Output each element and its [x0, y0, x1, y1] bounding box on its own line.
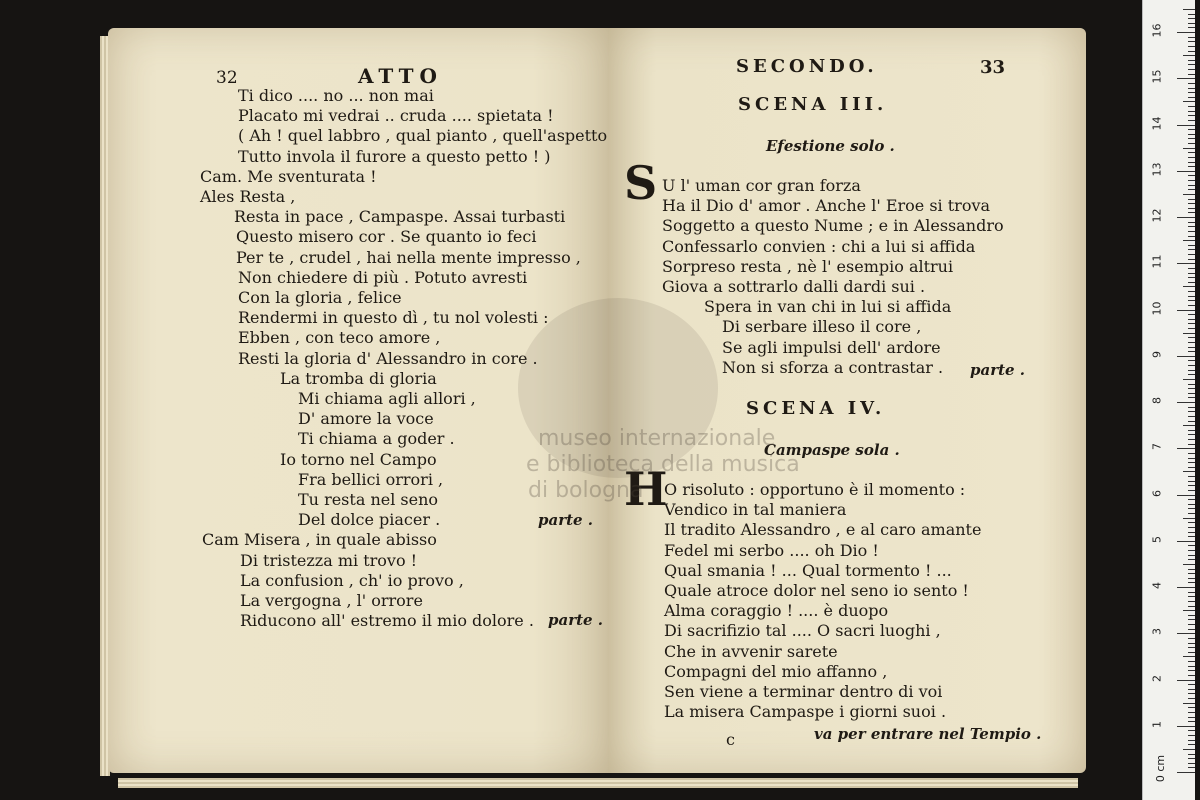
ruler-tick — [1183, 610, 1195, 611]
ruler-number: 11 — [1150, 254, 1164, 269]
ruler-tick — [1188, 763, 1195, 764]
text-line: La tromba di gloria — [280, 368, 437, 388]
ruler-number: 5 — [1150, 535, 1164, 543]
ruler-number: 15 — [1150, 69, 1164, 84]
ruler-tick — [1188, 421, 1195, 422]
ruler-tick — [1188, 319, 1195, 320]
ruler-tick — [1177, 171, 1195, 172]
ruler-tick — [1177, 402, 1195, 403]
page-bottom-edges — [118, 778, 1078, 788]
ruler-tick — [1188, 652, 1195, 653]
ruler-tick — [1183, 286, 1195, 287]
ruler-tick — [1188, 453, 1195, 454]
ruler-tick — [1183, 703, 1195, 704]
ruler-number: 16 — [1150, 23, 1164, 38]
text-line: Soggetto a questo Nume ; e in Alessandro — [662, 216, 1004, 236]
ruler-tick — [1188, 582, 1195, 583]
text-line: La confusion , ch' io provo , — [240, 570, 464, 590]
ruler-tick — [1188, 698, 1195, 699]
ruler-tick — [1188, 143, 1195, 144]
ruler-tick — [1188, 69, 1195, 70]
ruler-tick — [1188, 666, 1195, 667]
ruler-tick — [1188, 717, 1195, 718]
ruler-tick — [1188, 707, 1195, 708]
ruler-tick — [1188, 481, 1195, 482]
ruler-tick — [1188, 231, 1195, 232]
watermark-text: e biblioteca della musica — [526, 452, 800, 477]
ruler-tick — [1177, 78, 1195, 79]
ruler-tick — [1188, 212, 1195, 213]
ruler-tick — [1188, 203, 1195, 204]
ruler-tick — [1188, 444, 1195, 445]
ruler-tick — [1183, 518, 1195, 519]
stage-direction-parte: parte . — [538, 511, 594, 529]
open-book — [108, 28, 1086, 780]
ruler-number: 7 — [1150, 443, 1164, 451]
ruler-tick — [1177, 356, 1195, 357]
ruler-number: 9 — [1150, 350, 1164, 358]
text-line: Cam. Me sventurata ! — [200, 166, 377, 186]
ruler-tick — [1188, 596, 1195, 597]
ruler-tick — [1177, 263, 1195, 264]
text-line: D' amore la voce — [298, 409, 434, 429]
ruler-number: 2 — [1150, 674, 1164, 682]
ruler-tick — [1188, 323, 1195, 324]
ruler-tick — [1188, 291, 1195, 292]
text-line: Per te , crudel , hai nella mente impresso , — [236, 247, 581, 267]
ruler-tick — [1177, 633, 1195, 634]
ruler-tick — [1177, 32, 1195, 33]
ruler-tick — [1188, 296, 1195, 297]
ruler-tick — [1183, 240, 1195, 241]
text-line: Ti dico .... no ... non mai — [238, 86, 434, 105]
ruler-tick — [1188, 532, 1195, 533]
text-line: Quale atroce dolor nel seno io sento ! — [664, 581, 969, 600]
ruler-tick — [1188, 615, 1195, 616]
ruler-tick — [1188, 536, 1195, 537]
ruler-tick — [1177, 772, 1195, 773]
ruler-tick — [1188, 83, 1195, 84]
stage-direction-parte: parte . — [970, 361, 1026, 379]
running-head: SECONDO. — [736, 56, 878, 77]
ruler-tick — [1188, 64, 1195, 65]
ruler-tick — [1188, 397, 1195, 398]
text-line: Che in avvenir sarete — [664, 641, 838, 661]
text-line: Resta in pace , Campaspe. Assai turbasti — [234, 207, 566, 227]
text-line: Sen viene a terminar dentro di voi — [664, 682, 943, 701]
ruler-tick — [1188, 74, 1195, 75]
text-line: Di sacrifizio tal .... O sacri luoghi , — [664, 621, 941, 641]
text-line: Compagni del mio affanno , — [664, 661, 888, 681]
text-line: Vendico in tal maniera — [664, 500, 847, 520]
measurement-ruler — [1142, 0, 1195, 800]
ruler-tick — [1177, 680, 1195, 681]
ruler-tick — [1183, 9, 1195, 10]
ruler-tick — [1188, 499, 1195, 500]
scene-title: SCENA IV. — [746, 398, 886, 419]
ruler-tick — [1188, 342, 1195, 343]
ruler-tick — [1188, 754, 1195, 755]
ruler-tick — [1188, 647, 1195, 648]
text-line: ( Ah ! quel labbro , qual pianto , quell'aspetto — [238, 126, 608, 146]
text-line: Qual smania ! ... Qual tormento ! ... — [664, 560, 952, 580]
text-line: Rendermi in questo dì , tu nol volesti : — [238, 308, 549, 328]
text-line: Fedel mi serbo .... oh Dio ! — [664, 540, 879, 560]
ruler-tick — [1177, 448, 1195, 449]
ruler-tick — [1188, 115, 1195, 116]
text-line: Questo misero cor . Se quanto io feci — [236, 227, 537, 247]
text-line: Io torno nel Campo — [280, 449, 437, 469]
ruler-tick — [1183, 194, 1195, 195]
text-line: Alma coraggio ! .... è duopo — [664, 601, 889, 621]
ruler-tick — [1188, 236, 1195, 237]
text-line: Sorpreso resta , nè l' esempio altrui — [662, 256, 954, 276]
ruler-tick — [1188, 249, 1195, 250]
ruler-tick — [1188, 624, 1195, 625]
ruler-tick — [1188, 282, 1195, 283]
ruler-tick — [1188, 601, 1195, 602]
text-line: Confessarlo convien : chi a lui si affida — [662, 236, 976, 256]
ruler-tick — [1188, 767, 1195, 768]
watermark-text: di bologna — [528, 478, 644, 503]
text-line: Di tristezza mi trovo ! — [240, 550, 418, 570]
ruler-tick — [1188, 189, 1195, 190]
ruler-tick — [1188, 643, 1195, 644]
ruler-tick — [1177, 125, 1195, 126]
ruler-tick — [1188, 208, 1195, 209]
ruler-number: 12 — [1150, 208, 1164, 223]
ruler-tick — [1188, 730, 1195, 731]
ruler-tick — [1188, 360, 1195, 361]
ruler-tick — [1188, 134, 1195, 135]
text-line: Riducono all' estremo il mio dolore . — [240, 611, 534, 631]
ruler-tick — [1177, 217, 1195, 218]
ruler-tick — [1188, 347, 1195, 348]
ruler-tick — [1188, 157, 1195, 158]
ruler-tick — [1183, 148, 1195, 149]
ruler-tick — [1188, 721, 1195, 722]
ruler-tick — [1188, 60, 1195, 61]
ruler-tick — [1183, 55, 1195, 56]
text-line: Spera in van chi in lui si affida — [704, 297, 952, 317]
ruler-tick — [1183, 749, 1195, 750]
signature-mark: c — [726, 730, 735, 749]
ruler-number: 3 — [1150, 628, 1164, 636]
ruler-tick — [1188, 527, 1195, 528]
ruler-tick — [1188, 273, 1195, 274]
ruler-tick — [1188, 226, 1195, 227]
ruler-tick — [1177, 726, 1195, 727]
ruler-tick — [1188, 254, 1195, 255]
ruler-number: 8 — [1150, 397, 1164, 404]
ruler-tick — [1188, 23, 1195, 24]
ruler-tick — [1177, 310, 1195, 311]
ruler-tick — [1188, 162, 1195, 163]
page-number: 33 — [980, 57, 1006, 78]
ruler-tick — [1188, 268, 1195, 269]
ruler-tick — [1188, 430, 1195, 431]
ruler-tick — [1188, 555, 1195, 556]
ruler-tick — [1188, 485, 1195, 486]
ruler-tick — [1188, 744, 1195, 745]
text-line: La vergogna , l' orrore — [240, 591, 423, 610]
ruler-tick — [1188, 661, 1195, 662]
ruler-tick — [1188, 92, 1195, 93]
ruler-tick — [1188, 462, 1195, 463]
ruler-tick — [1188, 41, 1195, 42]
ruler-tick — [1188, 111, 1195, 112]
ruler-number: 14 — [1150, 116, 1164, 130]
ruler-number: 4 — [1150, 582, 1164, 589]
ruler-tick — [1188, 185, 1195, 186]
ruler-tick — [1188, 416, 1195, 417]
ruler-tick — [1188, 328, 1195, 329]
ruler-tick — [1188, 314, 1195, 315]
ruler-tick — [1188, 245, 1195, 246]
ruler-tick — [1188, 712, 1195, 713]
text-line: Del dolce piacer . — [298, 510, 441, 530]
ruler-tick — [1188, 51, 1195, 52]
watermark-text: museo internazionale — [538, 426, 776, 451]
text-line: Placato mi vedrai .. cruda .... spietata ! — [238, 106, 554, 126]
scene-title: SCENA III. — [738, 94, 888, 115]
ruler-tick — [1188, 467, 1195, 468]
ruler-tick — [1188, 199, 1195, 200]
text-line: Fra bellici orrori , — [298, 469, 444, 489]
ruler-tick — [1188, 675, 1195, 676]
ruler-tick — [1188, 384, 1195, 385]
ruler-tick — [1183, 656, 1195, 657]
ruler-tick — [1188, 740, 1195, 741]
ruler-tick — [1188, 550, 1195, 551]
ruler-tick — [1188, 120, 1195, 121]
text-line: Tutto invola il furore a questo petto ! ) — [238, 146, 551, 166]
text-line: Ha il Dio d' amor . Anche l' Eroe si trova — [662, 196, 991, 216]
ruler-tick — [1188, 259, 1195, 260]
stage-direction: va per entrare nel Tempio . — [814, 725, 1042, 743]
text-line: Giova a sottrarlo dalli dardi sui . — [662, 277, 926, 296]
ruler-tick — [1188, 670, 1195, 671]
ruler-tick — [1188, 166, 1195, 167]
scene-character: Campaspe sola . — [764, 441, 900, 459]
ruler-unit-label: 0 cm — [1154, 754, 1168, 783]
ruler-tick — [1188, 559, 1195, 560]
ruler-tick — [1188, 513, 1195, 514]
ruler-tick — [1177, 495, 1195, 496]
ruler-tick — [1188, 522, 1195, 523]
ruler-tick — [1188, 106, 1195, 107]
ruler-tick — [1188, 735, 1195, 736]
ruler-tick — [1183, 471, 1195, 472]
scene-character: Efestione solo . — [766, 137, 895, 155]
ruler-tick — [1188, 175, 1195, 176]
ruler-tick — [1177, 587, 1195, 588]
ruler-tick — [1183, 333, 1195, 334]
ruler-tick — [1188, 370, 1195, 371]
text-line: Se agli impulsi dell' ardore — [722, 337, 941, 357]
ruler-tick — [1188, 374, 1195, 375]
text-line: U l' uman cor gran forza — [662, 176, 861, 195]
ruler-tick — [1188, 365, 1195, 366]
ruler-tick — [1188, 222, 1195, 223]
ruler-tick — [1188, 388, 1195, 389]
text-line: Tu resta nel seno — [298, 490, 439, 509]
ruler-tick — [1188, 569, 1195, 570]
ruler-number: 13 — [1150, 162, 1164, 177]
ruler-tick — [1188, 508, 1195, 509]
ruler-tick — [1188, 351, 1195, 352]
text-line: Mi chiama agli allori , — [298, 389, 476, 408]
ruler-tick — [1188, 393, 1195, 394]
text-line: Ales Resta , — [200, 187, 296, 206]
ruler-tick — [1188, 37, 1195, 38]
ruler-tick — [1188, 305, 1195, 306]
text-line: La misera Campaspe i giorni suoi . — [664, 702, 947, 722]
text-line: Ti chiama a goder . — [298, 429, 455, 449]
ruler-tick — [1188, 407, 1195, 408]
ruler-tick — [1188, 300, 1195, 301]
ruler-tick — [1188, 152, 1195, 153]
ruler-tick — [1188, 14, 1195, 15]
ruler-tick — [1188, 638, 1195, 639]
ruler-tick — [1188, 129, 1195, 130]
ruler-tick — [1183, 564, 1195, 565]
ruler-tick — [1188, 504, 1195, 505]
ruler-tick — [1188, 490, 1195, 491]
ruler-tick — [1177, 541, 1195, 542]
ruler-tick — [1188, 458, 1195, 459]
ruler-tick — [1188, 18, 1195, 19]
ruler-number: 1 — [1150, 720, 1164, 728]
ruler-tick — [1188, 439, 1195, 440]
ruler-tick — [1188, 180, 1195, 181]
text-line: Di serbare illeso il core , — [722, 317, 922, 337]
ruler-tick — [1183, 379, 1195, 380]
watermark-logo — [518, 298, 718, 478]
stage-direction-parte: parte . — [548, 611, 604, 629]
ruler-tick — [1188, 138, 1195, 139]
ruler-tick — [1188, 88, 1195, 89]
ruler-tick — [1188, 411, 1195, 412]
drop-cap: S — [624, 156, 658, 210]
ruler-tick — [1188, 693, 1195, 694]
ruler-number: 6 — [1150, 489, 1164, 497]
text-line: Con la gloria , felice — [238, 288, 402, 307]
ruler-tick — [1188, 27, 1195, 28]
text-line: Ebben , con teco amore , — [238, 328, 441, 348]
text-line: O risoluto : opportuno è il momento : — [664, 480, 966, 499]
running-head: ATTO — [358, 64, 443, 88]
ruler-tick — [1188, 684, 1195, 685]
ruler-tick — [1188, 545, 1195, 546]
ruler-tick — [1188, 578, 1195, 579]
drop-cap: H — [624, 462, 668, 516]
ruler-tick — [1188, 689, 1195, 690]
ruler-tick — [1188, 592, 1195, 593]
ruler-tick — [1188, 434, 1195, 435]
ruler-tick — [1188, 758, 1195, 759]
ruler-tick — [1188, 629, 1195, 630]
ruler-tick — [1188, 606, 1195, 607]
ruler-tick — [1183, 101, 1195, 102]
ruler-tick — [1188, 97, 1195, 98]
ruler-number: 10 — [1150, 301, 1164, 315]
text-line: Non chiedere di più . Potuto avresti — [238, 267, 528, 287]
text-line: Non si sforza a contrastar . — [722, 357, 944, 377]
ruler-tick — [1188, 573, 1195, 574]
text-line: Cam Misera , in quale abisso — [202, 530, 437, 550]
ruler-tick — [1188, 337, 1195, 338]
ruler-tick — [1183, 425, 1195, 426]
ruler-tick — [1188, 46, 1195, 47]
ruler-tick — [1188, 277, 1195, 278]
text-line: Resti la gloria d' Alessandro in core . — [238, 348, 538, 368]
ruler-tick — [1188, 476, 1195, 477]
text-line: Il tradito Alessandro , e al caro amante — [664, 520, 982, 540]
ruler-tick — [1188, 619, 1195, 620]
page-number: 32 — [216, 68, 238, 88]
